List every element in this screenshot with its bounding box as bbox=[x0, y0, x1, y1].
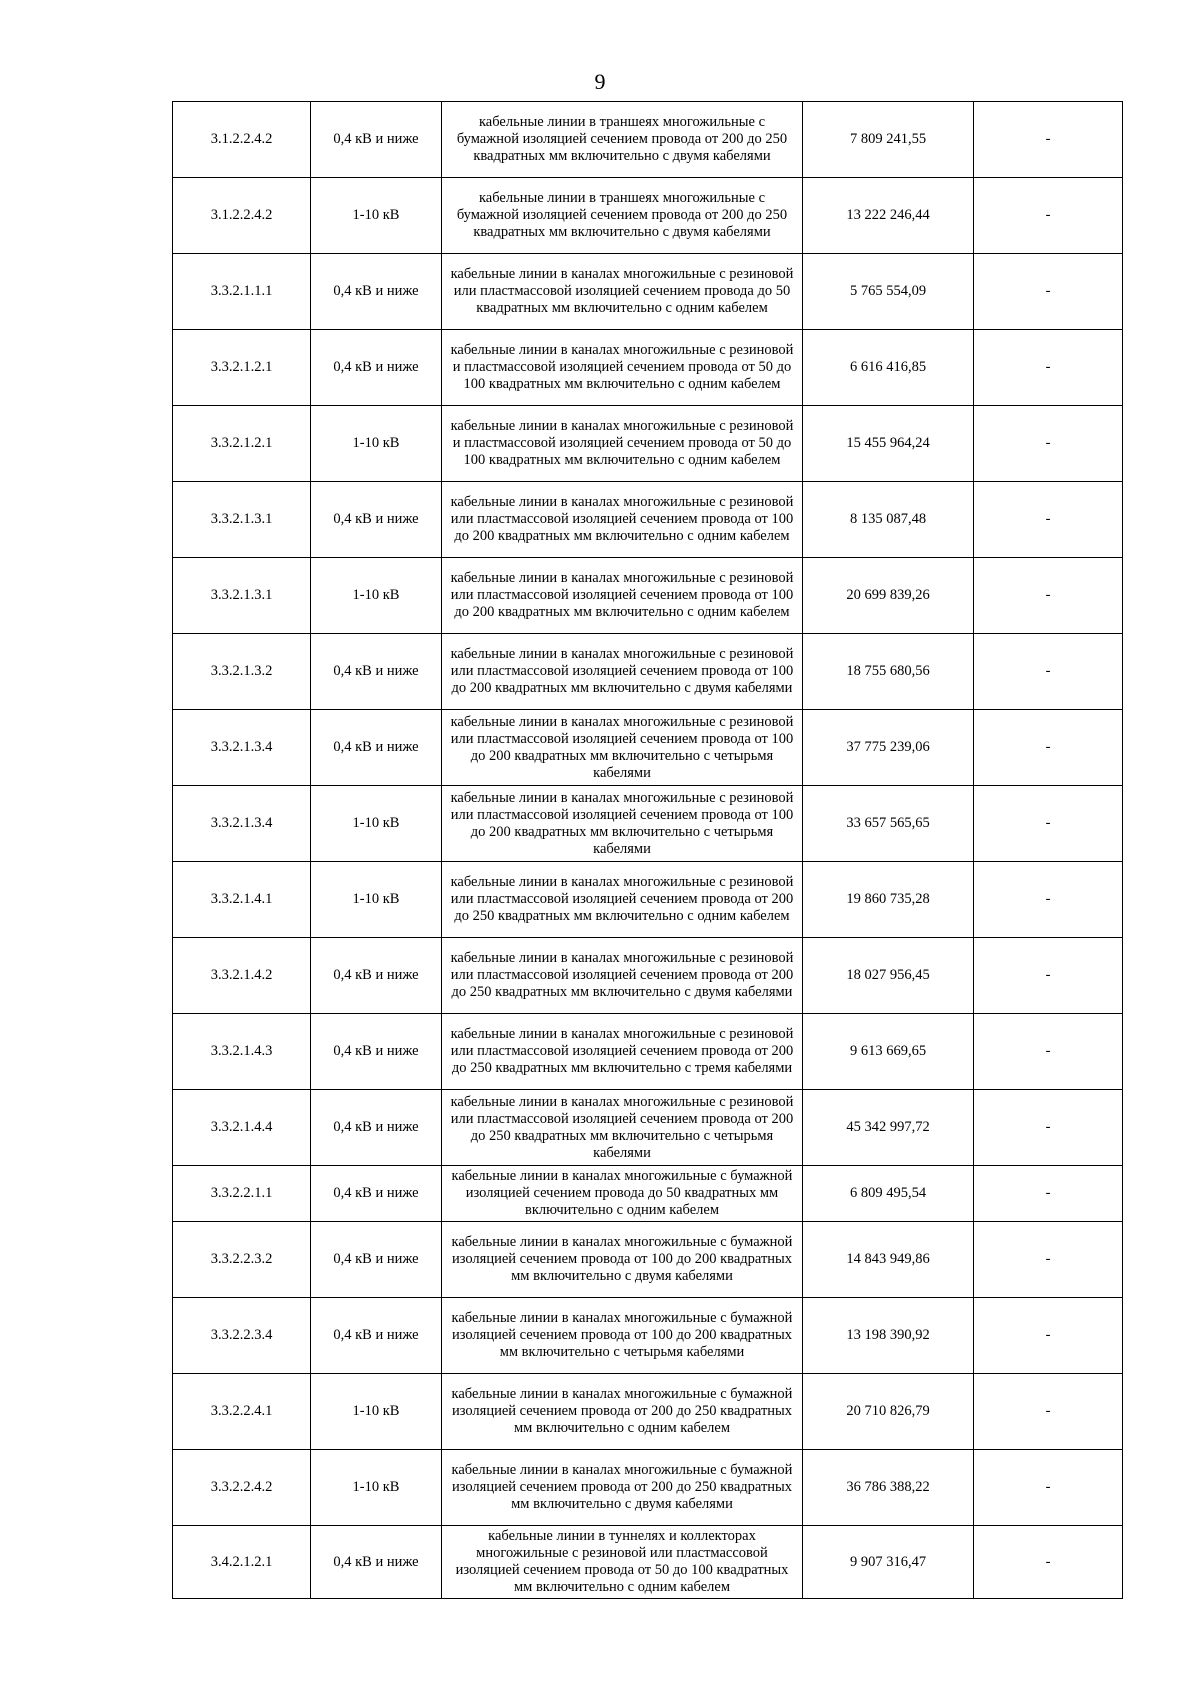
extra-cell: - bbox=[974, 558, 1123, 634]
rate-cell: 5 765 554,09 bbox=[803, 254, 974, 330]
rate-cell: 19 860 735,28 bbox=[803, 862, 974, 938]
extra-cell: - bbox=[974, 102, 1123, 178]
voltage-cell: 0,4 кВ и ниже bbox=[311, 482, 442, 558]
voltage-cell: 0,4 кВ и ниже bbox=[311, 1166, 442, 1222]
rate-cell: 18 755 680,56 bbox=[803, 634, 974, 710]
description-cell: кабельные линии в каналах многожильные с резиновой или пластмассовой изоляцией сечением провода от 200 до 250 квадратных мм включительно с двумя кабелями bbox=[442, 938, 803, 1014]
table-row bbox=[173, 786, 1123, 862]
rate-cell: 37 775 239,06 bbox=[803, 710, 974, 786]
extra-cell: - bbox=[974, 634, 1123, 710]
table-row bbox=[173, 1222, 1123, 1298]
code-cell: 3.3.2.2.1.1 bbox=[173, 1166, 311, 1222]
description-cell: кабельные линии в каналах многожильные с резиновой или пластмассовой изоляцией сечением провода от 100 до 200 квадратных мм включительно с одним кабелем bbox=[442, 482, 803, 558]
code-cell: 3.4.2.1.2.1 bbox=[173, 1526, 311, 1599]
description-cell: кабельные линии в каналах многожильные с резиновой или пластмассовой изоляцией сечением провода от 100 до 200 квадратных мм включительно с двумя кабелями bbox=[442, 634, 803, 710]
description-cell: кабельные линии в траншеях многожильные с бумажной изоляцией сечением провода от 200 до 250 квадратных мм включительно с двумя кабелями bbox=[442, 178, 803, 254]
extra-cell: - bbox=[974, 1166, 1123, 1222]
description-cell: кабельные линии в каналах многожильные с бумажной изоляцией сечением провода до 50 квадратных мм включительно с одним кабелем bbox=[442, 1166, 803, 1222]
voltage-cell: 0,4 кВ и ниже bbox=[311, 938, 442, 1014]
code-cell: 3.3.2.1.1.1 bbox=[173, 254, 311, 330]
code-cell: 3.3.2.1.2.1 bbox=[173, 406, 311, 482]
rate-cell: 13 222 246,44 bbox=[803, 178, 974, 254]
table-row bbox=[173, 1526, 1123, 1599]
voltage-cell: 0,4 кВ и ниже bbox=[311, 1090, 442, 1166]
extra-cell: - bbox=[974, 710, 1123, 786]
description-cell: кабельные линии в каналах многожильные с резиновой или пластмассовой изоляцией сечением провода до 50 квадратных мм включительно с одним кабелем bbox=[442, 254, 803, 330]
voltage-cell: 0,4 кВ и ниже bbox=[311, 1222, 442, 1298]
voltage-cell: 1-10 кВ bbox=[311, 1450, 442, 1526]
code-cell: 3.3.2.1.3.4 bbox=[173, 786, 311, 862]
table-row bbox=[173, 938, 1123, 1014]
code-cell: 3.1.2.2.4.2 bbox=[173, 178, 311, 254]
description-cell: кабельные линии в каналах многожильные с резиновой или пластмассовой изоляцией сечением провода от 100 до 200 квадратных мм включительно с четырьмя кабелями bbox=[442, 786, 803, 862]
voltage-cell: 0,4 кВ и ниже bbox=[311, 634, 442, 710]
voltage-cell: 0,4 кВ и ниже bbox=[311, 1298, 442, 1374]
code-cell: 3.3.2.1.4.4 bbox=[173, 1090, 311, 1166]
table-row bbox=[173, 254, 1123, 330]
table-row bbox=[173, 1166, 1123, 1222]
code-cell: 3.3.2.1.4.3 bbox=[173, 1014, 311, 1090]
extra-cell: - bbox=[974, 1014, 1123, 1090]
extra-cell: - bbox=[974, 1090, 1123, 1166]
description-cell: кабельные линии в каналах многожильные с резиновой и пластмассовой изоляцией сечением провода от 50 до 100 квадратных мм включительно с одним кабелем bbox=[442, 406, 803, 482]
table-row bbox=[173, 330, 1123, 406]
rate-cell: 6 616 416,85 bbox=[803, 330, 974, 406]
voltage-cell: 1-10 кВ bbox=[311, 178, 442, 254]
table-row bbox=[173, 1450, 1123, 1526]
code-cell: 3.3.2.1.4.1 bbox=[173, 862, 311, 938]
code-cell: 3.3.2.2.4.1 bbox=[173, 1374, 311, 1450]
code-cell: 3.3.2.1.2.1 bbox=[173, 330, 311, 406]
extra-cell: - bbox=[974, 330, 1123, 406]
code-cell: 3.3.2.2.3.4 bbox=[173, 1298, 311, 1374]
description-cell: кабельные линии в туннелях и коллекторах многожильные с резиновой или пластмассовой изоляцией сечением провода от 50 до 100 квадратных мм включительно с одним кабелем bbox=[442, 1526, 803, 1599]
page-number: 9 bbox=[594, 69, 606, 94]
code-cell: 3.3.2.2.3.2 bbox=[173, 1222, 311, 1298]
description-cell: кабельные линии в каналах многожильные с резиновой и пластмассовой изоляцией сечением провода от 50 до 100 квадратных мм включительно с одним кабелем bbox=[442, 330, 803, 406]
description-cell: кабельные линии в каналах многожильные с резиновой или пластмассовой изоляцией сечением провода от 200 до 250 квадратных мм включительно с четырьмя кабелями bbox=[442, 1090, 803, 1166]
rate-cell: 20 710 826,79 bbox=[803, 1374, 974, 1450]
description-cell: кабельные линии в каналах многожильные с бумажной изоляцией сечением провода от 200 до 250 квадратных мм включительно с одним кабелем bbox=[442, 1374, 803, 1450]
voltage-cell: 1-10 кВ bbox=[311, 558, 442, 634]
voltage-cell: 0,4 кВ и ниже bbox=[311, 254, 442, 330]
table-row bbox=[173, 862, 1123, 938]
extra-cell: - bbox=[974, 938, 1123, 1014]
description-cell: кабельные линии в каналах многожильные с резиновой или пластмассовой изоляцией сечением провода от 100 до 200 квадратных мм включительно с четырьмя кабелями bbox=[442, 710, 803, 786]
rate-cell: 14 843 949,86 bbox=[803, 1222, 974, 1298]
code-cell: 3.3.2.1.3.1 bbox=[173, 558, 311, 634]
table-row bbox=[173, 1014, 1123, 1090]
code-cell: 3.3.2.2.4.2 bbox=[173, 1450, 311, 1526]
extra-cell: - bbox=[974, 254, 1123, 330]
description-cell: кабельные линии в каналах многожильные с бумажной изоляцией сечением провода от 100 до 200 квадратных мм включительно с четырьмя кабелями bbox=[442, 1298, 803, 1374]
extra-cell: - bbox=[974, 862, 1123, 938]
extra-cell: - bbox=[974, 1374, 1123, 1450]
voltage-cell: 0,4 кВ и ниже bbox=[311, 1526, 442, 1599]
voltage-cell: 1-10 кВ bbox=[311, 406, 442, 482]
voltage-cell: 0,4 кВ и ниже bbox=[311, 330, 442, 406]
table-row bbox=[173, 634, 1123, 710]
extra-cell: - bbox=[974, 178, 1123, 254]
rate-cell: 36 786 388,22 bbox=[803, 1450, 974, 1526]
description-cell: кабельные линии в каналах многожильные с резиновой или пластмассовой изоляцией сечением провода от 200 до 250 квадратных мм включительно с одним кабелем bbox=[442, 862, 803, 938]
table-row bbox=[173, 406, 1123, 482]
rate-cell: 18 027 956,45 bbox=[803, 938, 974, 1014]
rate-cell: 15 455 964,24 bbox=[803, 406, 974, 482]
description-cell: кабельные линии в каналах многожильные с бумажной изоляцией сечением провода от 200 до 250 квадратных мм включительно с двумя кабелями bbox=[442, 1450, 803, 1526]
description-cell: кабельные линии в траншеях многожильные с бумажной изоляцией сечением провода от 200 до 250 квадратных мм включительно с двумя кабелями bbox=[442, 102, 803, 178]
tariff-table bbox=[172, 101, 1123, 1599]
extra-cell: - bbox=[974, 786, 1123, 862]
rate-cell: 9 907 316,47 bbox=[803, 1526, 974, 1599]
voltage-cell: 1-10 кВ bbox=[311, 1374, 442, 1450]
table-row bbox=[173, 1090, 1123, 1166]
rate-cell: 6 809 495,54 bbox=[803, 1166, 974, 1222]
code-cell: 3.3.2.1.4.2 bbox=[173, 938, 311, 1014]
extra-cell: - bbox=[974, 1298, 1123, 1374]
rate-cell: 33 657 565,65 bbox=[803, 786, 974, 862]
rate-cell: 9 613 669,65 bbox=[803, 1014, 974, 1090]
voltage-cell: 0,4 кВ и ниже bbox=[311, 1014, 442, 1090]
code-cell: 3.3.2.1.3.4 bbox=[173, 710, 311, 786]
description-cell: кабельные линии в каналах многожильные с резиновой или пластмассовой изоляцией сечением провода от 100 до 200 квадратных мм включительно с одним кабелем bbox=[442, 558, 803, 634]
code-cell: 3.1.2.2.4.2 bbox=[173, 102, 311, 178]
code-cell: 3.3.2.1.3.2 bbox=[173, 634, 311, 710]
voltage-cell: 1-10 кВ bbox=[311, 862, 442, 938]
code-cell: 3.3.2.1.3.1 bbox=[173, 482, 311, 558]
extra-cell: - bbox=[974, 482, 1123, 558]
voltage-cell: 1-10 кВ bbox=[311, 786, 442, 862]
table-row bbox=[173, 1374, 1123, 1450]
extra-cell: - bbox=[974, 1526, 1123, 1599]
voltage-cell: 0,4 кВ и ниже bbox=[311, 710, 442, 786]
rate-cell: 20 699 839,26 bbox=[803, 558, 974, 634]
table-row bbox=[173, 1298, 1123, 1374]
extra-cell: - bbox=[974, 406, 1123, 482]
extra-cell: - bbox=[974, 1222, 1123, 1298]
description-cell: кабельные линии в каналах многожильные с резиновой или пластмассовой изоляцией сечением провода от 200 до 250 квадратных мм включительно с тремя кабелями bbox=[442, 1014, 803, 1090]
table-row bbox=[173, 558, 1123, 634]
rate-cell: 13 198 390,92 bbox=[803, 1298, 974, 1374]
table-row bbox=[173, 102, 1123, 178]
table-row bbox=[173, 710, 1123, 786]
extra-cell: - bbox=[974, 1450, 1123, 1526]
table-row bbox=[173, 178, 1123, 254]
table-row bbox=[173, 482, 1123, 558]
rate-cell: 45 342 997,72 bbox=[803, 1090, 974, 1166]
voltage-cell: 0,4 кВ и ниже bbox=[311, 102, 442, 178]
rate-cell: 8 135 087,48 bbox=[803, 482, 974, 558]
description-cell: кабельные линии в каналах многожильные с бумажной изоляцией сечением провода от 100 до 200 квадратных мм включительно с двумя кабелями bbox=[442, 1222, 803, 1298]
rate-cell: 7 809 241,55 bbox=[803, 102, 974, 178]
